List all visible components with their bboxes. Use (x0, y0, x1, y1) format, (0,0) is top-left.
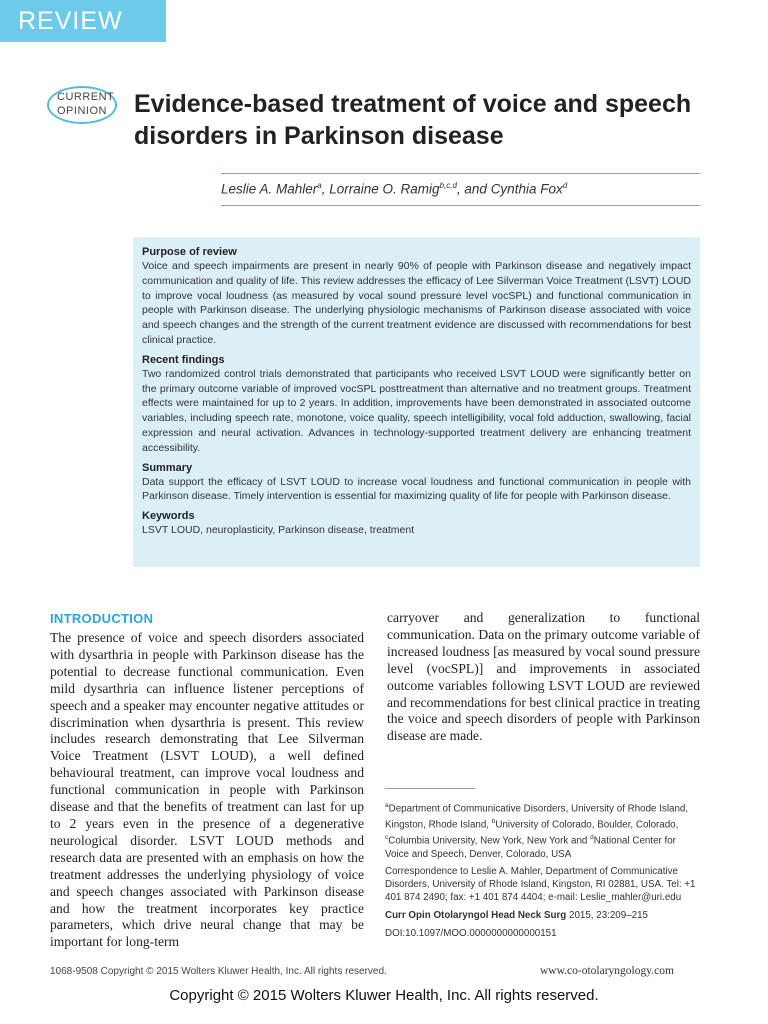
author-name: Cynthia Fox (490, 181, 563, 197)
article-title: Evidence-based treatment of voice and speech disorders in Parkinson disease (134, 90, 692, 150)
abstract-paragraph: Two randomized control trials demonstrated that participants who received LSVT LOUD were significantly better on the primary outcome variable of improved vocSPL posttreatment than alternative and no treatment groups. Treatment effects were maintained for up to 2 years. In addition, improvements have been demonstrated in associated outcome variables, including speech rate, monotone, voice quality, speech intelligibility, vocal fold adduction, swallowing, facial expression and neural activation. Advances in technology-supported treatment delivery are enhancing treatment accessibility. (142, 367, 691, 454)
copyright-notice: Copyright © 2015 Wolters Kluwer Health, Inc. All rights reserved. (169, 987, 599, 1004)
author-separator: , and (456, 181, 491, 197)
footnote-rule (385, 788, 475, 789)
author-name: Leslie A. Mahler (221, 181, 318, 197)
footer-issn: 1068-9508 Copyright © 2015 Wolters Kluwer Health, Inc. All rights reserved. (50, 966, 387, 977)
author-name: Lorraine O. Ramig (329, 181, 440, 197)
affiliations-block (385, 800, 701, 946)
body-text-right-column: carryover and generalization to functional communication. Data on the primary outcome variable of increased loudness [as measured by vocal sound pressure level (vocSPL)] and improvements in associated outcome variables following LSVT LOUD are reviewed and recommendations for best clinical practice in treating the voice and speech disorders of people with Parkinson disease are made. (387, 610, 700, 744)
logo-line-2: OPINION (57, 105, 107, 117)
logo-line-1: CURRENT (57, 91, 115, 103)
introduction-heading: INTRODUCTION (50, 611, 154, 626)
author-list (221, 181, 567, 197)
journal-name: Curr Opin Otolaryngol Head Neck Surg (385, 910, 567, 922)
affil-sup: d (590, 834, 594, 842)
affil-sup: b (491, 818, 496, 826)
author-affil-sup: a (317, 181, 322, 190)
author-separator: , (321, 181, 330, 197)
abstract-paragraph: Data support the efficacy of LSVT LOUD to increase vocal loudness and functional communication in people with Parkinson disease. Timely intervention is essential for maximizing quality of life for people with Parkinson disease. (142, 475, 691, 503)
author-affil-sup: d (562, 181, 568, 190)
affil-text: University of Colorado, Boulder, Colorado, (495, 819, 679, 831)
affil-sup: c (385, 834, 389, 842)
footer-website-link[interactable]: www.co-otolaryngology.com (540, 965, 674, 977)
abstract-paragraph: Voice and speech impairments are present in nearly 90% of people with Parkinson disease and negatively impact communication and quality of life. This review addresses the efficacy of Lee Silverman Voice Treatment (LSVT) LOUD to improve vocal loudness (as measured by vocal sound pressure level vocSPL) and functional communication in people with Parkinson disease. The underlying physiologic mechanisms of Parkinson disease associated with voice and speech changes and the strength of the current treatment evidence are discussed with recommendations for best clinical practice. (142, 260, 691, 346)
citation-volume: 2015, 23:209–215 (566, 910, 649, 922)
abstract-heading: Purpose of review (142, 246, 237, 258)
abstract-heading: Recent findings (142, 353, 225, 366)
affil-text: Columbia University, New York, New York and (388, 835, 591, 847)
correspondence: Correspondence to Leslie A. Mahler, Department of Communicative Disorders, University of Rhode Island, Kingston, RI 02881, USA. Tel: +1 401 874 2490; fax: +1 401 874 4404; e-mail: Leslie_mahler@uri.edu (385, 866, 696, 904)
body-text-left-column: The presence of voice and speech disorders associated with dysarthria in people with Parkinson disease has the potential to decrease functional communication. Even mild dysarthria can influence listener perceptions of speech and a speaker may encounter negative attitudes or discrimination when dysarthria is present. This review includes research demonstrating that Lee Silverman Voice Treatment (LSVT LOUD), a well defined behavioural treatment, can improve vocal loudness and functional communication in people with Parkinson disease and that the benefits of treatment can last for up to 2 years even in the presence of a degenerative neurological disorder. LSVT LOUD methods and research data are presented with an emphasis on how the treatment addresses the underlying physiology of voice and speech changes associated with Parkinson disease and how the treatment incorporates key practice parameters, which drive neural change that may be important for long-term (50, 630, 364, 950)
affiliation-list (385, 800, 701, 861)
current-opinion-logo (47, 86, 117, 124)
affil-sup: a (385, 802, 389, 809)
author-affil-sup: b,c,d (439, 181, 457, 190)
abstract-heading: Keywords (142, 510, 195, 523)
affil-text: Department of Communicative Disorders, University of Rhode Island, Kingston, Rhode Island, (385, 803, 689, 831)
affil-text: National Center for Voice and Speech, Denver, Colorado, USA (385, 835, 676, 860)
section-tag: REVIEW (0, 0, 166, 42)
abstract-box (133, 237, 700, 567)
abstract-heading: Summary (142, 461, 193, 474)
keywords-text: LSVT LOUD, neuroplasticity, Parkinson disease, treatment (142, 524, 415, 537)
journal-citation (385, 910, 701, 923)
doi: DOI:10.1097/MOO.0000000000000151 (385, 928, 557, 940)
